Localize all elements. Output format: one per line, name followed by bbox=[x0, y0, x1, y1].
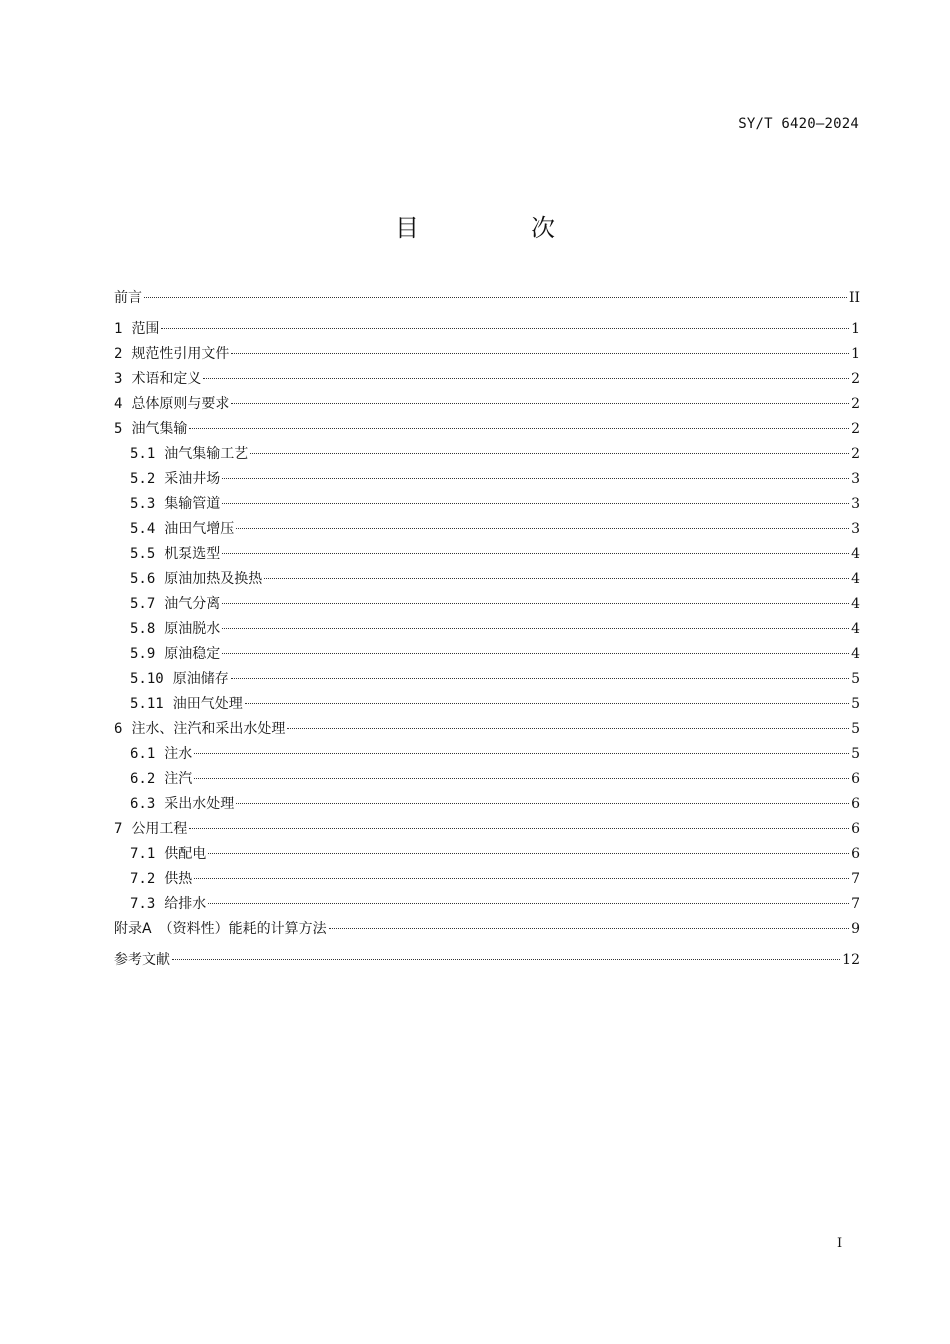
toc-entry[interactable] bbox=[114, 644, 860, 669]
toc-entry-number: 5.4 bbox=[130, 521, 156, 537]
toc-entry-number: 5.5 bbox=[130, 546, 156, 562]
toc-entry[interactable] bbox=[114, 619, 860, 644]
toc-entry[interactable] bbox=[114, 469, 860, 494]
toc-entry-page: 4 bbox=[851, 621, 860, 637]
toc-leader-dots bbox=[189, 428, 849, 429]
toc-entry-title: 原油加热及换热 bbox=[164, 571, 263, 587]
toc-leader-dots bbox=[245, 703, 849, 704]
page-number: I bbox=[837, 1236, 843, 1251]
toc-entry-page: 6 bbox=[851, 771, 860, 787]
toc-entry[interactable] bbox=[114, 394, 860, 419]
toc-entry[interactable] bbox=[114, 769, 860, 794]
toc-leader-dots bbox=[194, 878, 849, 879]
toc-entry-title: 机泵选型 bbox=[164, 546, 221, 562]
toc-leader-dots bbox=[222, 478, 849, 479]
toc-entry-page: 4 bbox=[851, 546, 860, 562]
toc-entry-page: 5 bbox=[851, 746, 860, 762]
toc-leader-dots bbox=[222, 603, 849, 604]
toc-entry-number: 5 bbox=[114, 421, 123, 437]
toc-entry-page: 12 bbox=[842, 952, 860, 968]
toc-entry-title: 公用工程 bbox=[131, 821, 188, 837]
toc-entry-page: 6 bbox=[851, 846, 860, 862]
toc-leader-dots bbox=[189, 828, 849, 829]
toc-leader-dots bbox=[287, 728, 849, 729]
toc-entry-number: 1 bbox=[114, 321, 123, 337]
toc-entry-number: 2 bbox=[114, 346, 123, 362]
page-title: 目 次 bbox=[395, 214, 599, 242]
toc-entry-page: 3 bbox=[851, 471, 860, 487]
toc-entry-page: 3 bbox=[851, 496, 860, 512]
toc-entry-page: 6 bbox=[851, 821, 860, 837]
toc-entry-number: 5.9 bbox=[130, 646, 156, 662]
toc-entry-title: 油气分离 bbox=[164, 596, 221, 612]
toc-entry[interactable] bbox=[114, 444, 860, 469]
toc-entry-page: 9 bbox=[851, 921, 860, 937]
toc-entry-title: 注水 bbox=[164, 746, 193, 762]
toc-leader-dots bbox=[264, 578, 849, 579]
toc-entry-number: 5.6 bbox=[130, 571, 156, 587]
toc-entry-number: 3 bbox=[114, 371, 123, 387]
toc-entry-number: 7.3 bbox=[130, 896, 156, 912]
toc-entry-number: 7.2 bbox=[130, 871, 156, 887]
toc-leader-dots bbox=[172, 959, 840, 960]
toc-entry-title: 油气集输工艺 bbox=[164, 446, 249, 462]
toc-entry[interactable] bbox=[114, 669, 860, 694]
toc-leader-dots bbox=[203, 378, 849, 379]
toc-leader-dots bbox=[329, 928, 849, 929]
toc-leader-dots bbox=[194, 753, 849, 754]
toc-leader-dots bbox=[144, 297, 847, 298]
toc-entry-page: 2 bbox=[851, 371, 860, 387]
toc-leader-dots bbox=[161, 328, 849, 329]
toc-entry-number: 5.3 bbox=[130, 496, 156, 512]
toc-entry-page: 4 bbox=[851, 596, 860, 612]
toc-entry-title: 采出水处理 bbox=[164, 796, 235, 812]
toc-entry-title: 范围 bbox=[131, 321, 160, 337]
toc-leader-dots bbox=[194, 778, 849, 779]
toc-entry-page: 2 bbox=[851, 421, 860, 437]
toc-leader-dots bbox=[222, 503, 849, 504]
toc-entry[interactable] bbox=[114, 719, 860, 744]
toc-entry-page: 2 bbox=[851, 396, 860, 412]
toc-entry-title: 油田气处理 bbox=[172, 696, 243, 712]
toc-entry-page: 1 bbox=[851, 346, 860, 362]
toc-entry-number: 7.1 bbox=[130, 846, 156, 862]
toc-leader-dots bbox=[231, 403, 849, 404]
toc-entry-page: 6 bbox=[851, 796, 860, 812]
toc-leader-dots bbox=[208, 853, 849, 854]
toc-entry[interactable] bbox=[114, 344, 860, 369]
toc-entry[interactable] bbox=[114, 794, 860, 819]
toc-entry-number: 6.1 bbox=[130, 746, 156, 762]
toc-entry-number: 6.3 bbox=[130, 796, 156, 812]
toc-entry[interactable] bbox=[114, 894, 860, 919]
toc-entry-page: 4 bbox=[851, 571, 860, 587]
toc-entry-number: 5.7 bbox=[130, 596, 156, 612]
toc-leader-dots bbox=[231, 678, 849, 679]
toc-entry-title: 油田气增压 bbox=[164, 521, 235, 537]
toc-entry-number: 4 bbox=[114, 396, 123, 412]
toc-entry-page: 2 bbox=[851, 446, 860, 462]
toc-leader-dots bbox=[236, 803, 849, 804]
toc-entry[interactable] bbox=[114, 319, 860, 344]
toc-entry-title: 前言 bbox=[114, 290, 142, 306]
toc-entry[interactable] bbox=[114, 288, 860, 313]
toc-entry-title: 注汽 bbox=[164, 771, 193, 787]
toc-entry-title: 采油井场 bbox=[164, 471, 221, 487]
toc-entry[interactable] bbox=[114, 950, 860, 975]
toc-entry[interactable] bbox=[114, 744, 860, 769]
toc-entry-title: 附录A （资料性）能耗的计算方法 bbox=[114, 921, 327, 937]
toc-entry-page: 4 bbox=[851, 646, 860, 662]
toc-entry-number: 7 bbox=[114, 821, 123, 837]
toc-entry-title: 参考文献 bbox=[114, 952, 170, 968]
toc-entry-title: 注水、注汽和采出水处理 bbox=[131, 721, 286, 737]
toc-leader-dots bbox=[236, 528, 849, 529]
toc-entry[interactable] bbox=[114, 694, 860, 719]
toc-entry-number: 5.2 bbox=[130, 471, 156, 487]
toc-entry-title: 供热 bbox=[164, 871, 193, 887]
toc-entry-page: 5 bbox=[851, 721, 860, 737]
toc-entry[interactable] bbox=[114, 494, 860, 519]
toc-leader-dots bbox=[231, 353, 849, 354]
toc-entry-number: 5.11 bbox=[130, 696, 164, 712]
toc-entry[interactable] bbox=[114, 594, 860, 619]
toc-leader-dots bbox=[250, 453, 849, 454]
toc-entry[interactable] bbox=[114, 869, 860, 894]
toc-entry[interactable] bbox=[114, 419, 860, 444]
toc-entry-title: 原油脱水 bbox=[164, 621, 221, 637]
toc-entry-title: 总体原则与要求 bbox=[131, 396, 230, 412]
toc-entry[interactable] bbox=[114, 544, 860, 569]
toc-leader-dots bbox=[222, 628, 849, 629]
standard-code: SY/T 6420—2024 bbox=[738, 116, 859, 132]
toc-entry-page: 1 bbox=[851, 321, 860, 337]
toc-entry[interactable] bbox=[114, 519, 860, 544]
toc-entry[interactable] bbox=[114, 844, 860, 869]
toc-entry-title: 规范性引用文件 bbox=[131, 346, 230, 362]
toc-entry-title: 术语和定义 bbox=[131, 371, 202, 387]
toc-entry[interactable] bbox=[114, 569, 860, 594]
toc-entry-number: 6.2 bbox=[130, 771, 156, 787]
toc-entry-page: II bbox=[848, 290, 860, 306]
toc-leader-dots bbox=[208, 903, 849, 904]
toc-entry-title: 油气集输 bbox=[131, 421, 188, 437]
toc-entry-title: 集输管道 bbox=[164, 496, 221, 512]
toc-entry-page: 5 bbox=[851, 671, 860, 687]
toc-entry-number: 5.10 bbox=[130, 671, 164, 687]
toc-entry-title: 原油储存 bbox=[172, 671, 229, 687]
toc-entry-page: 7 bbox=[851, 896, 860, 912]
toc-entry-title: 原油稳定 bbox=[164, 646, 221, 662]
toc-entry-number: 6 bbox=[114, 721, 123, 737]
toc-entry-page: 3 bbox=[851, 521, 860, 537]
toc-leader-dots bbox=[222, 553, 849, 554]
table-of-contents bbox=[114, 288, 860, 975]
toc-entry-number: 5.8 bbox=[130, 621, 156, 637]
toc-entry[interactable] bbox=[114, 369, 860, 394]
toc-entry-number: 5.1 bbox=[130, 446, 156, 462]
toc-entry-page: 5 bbox=[851, 696, 860, 712]
toc-entry-title: 供配电 bbox=[164, 846, 207, 862]
toc-entry[interactable] bbox=[114, 919, 860, 944]
toc-entry-title: 给排水 bbox=[164, 896, 207, 912]
toc-entry[interactable] bbox=[114, 819, 860, 844]
toc-entry-page: 7 bbox=[851, 871, 860, 887]
toc-leader-dots bbox=[222, 653, 849, 654]
